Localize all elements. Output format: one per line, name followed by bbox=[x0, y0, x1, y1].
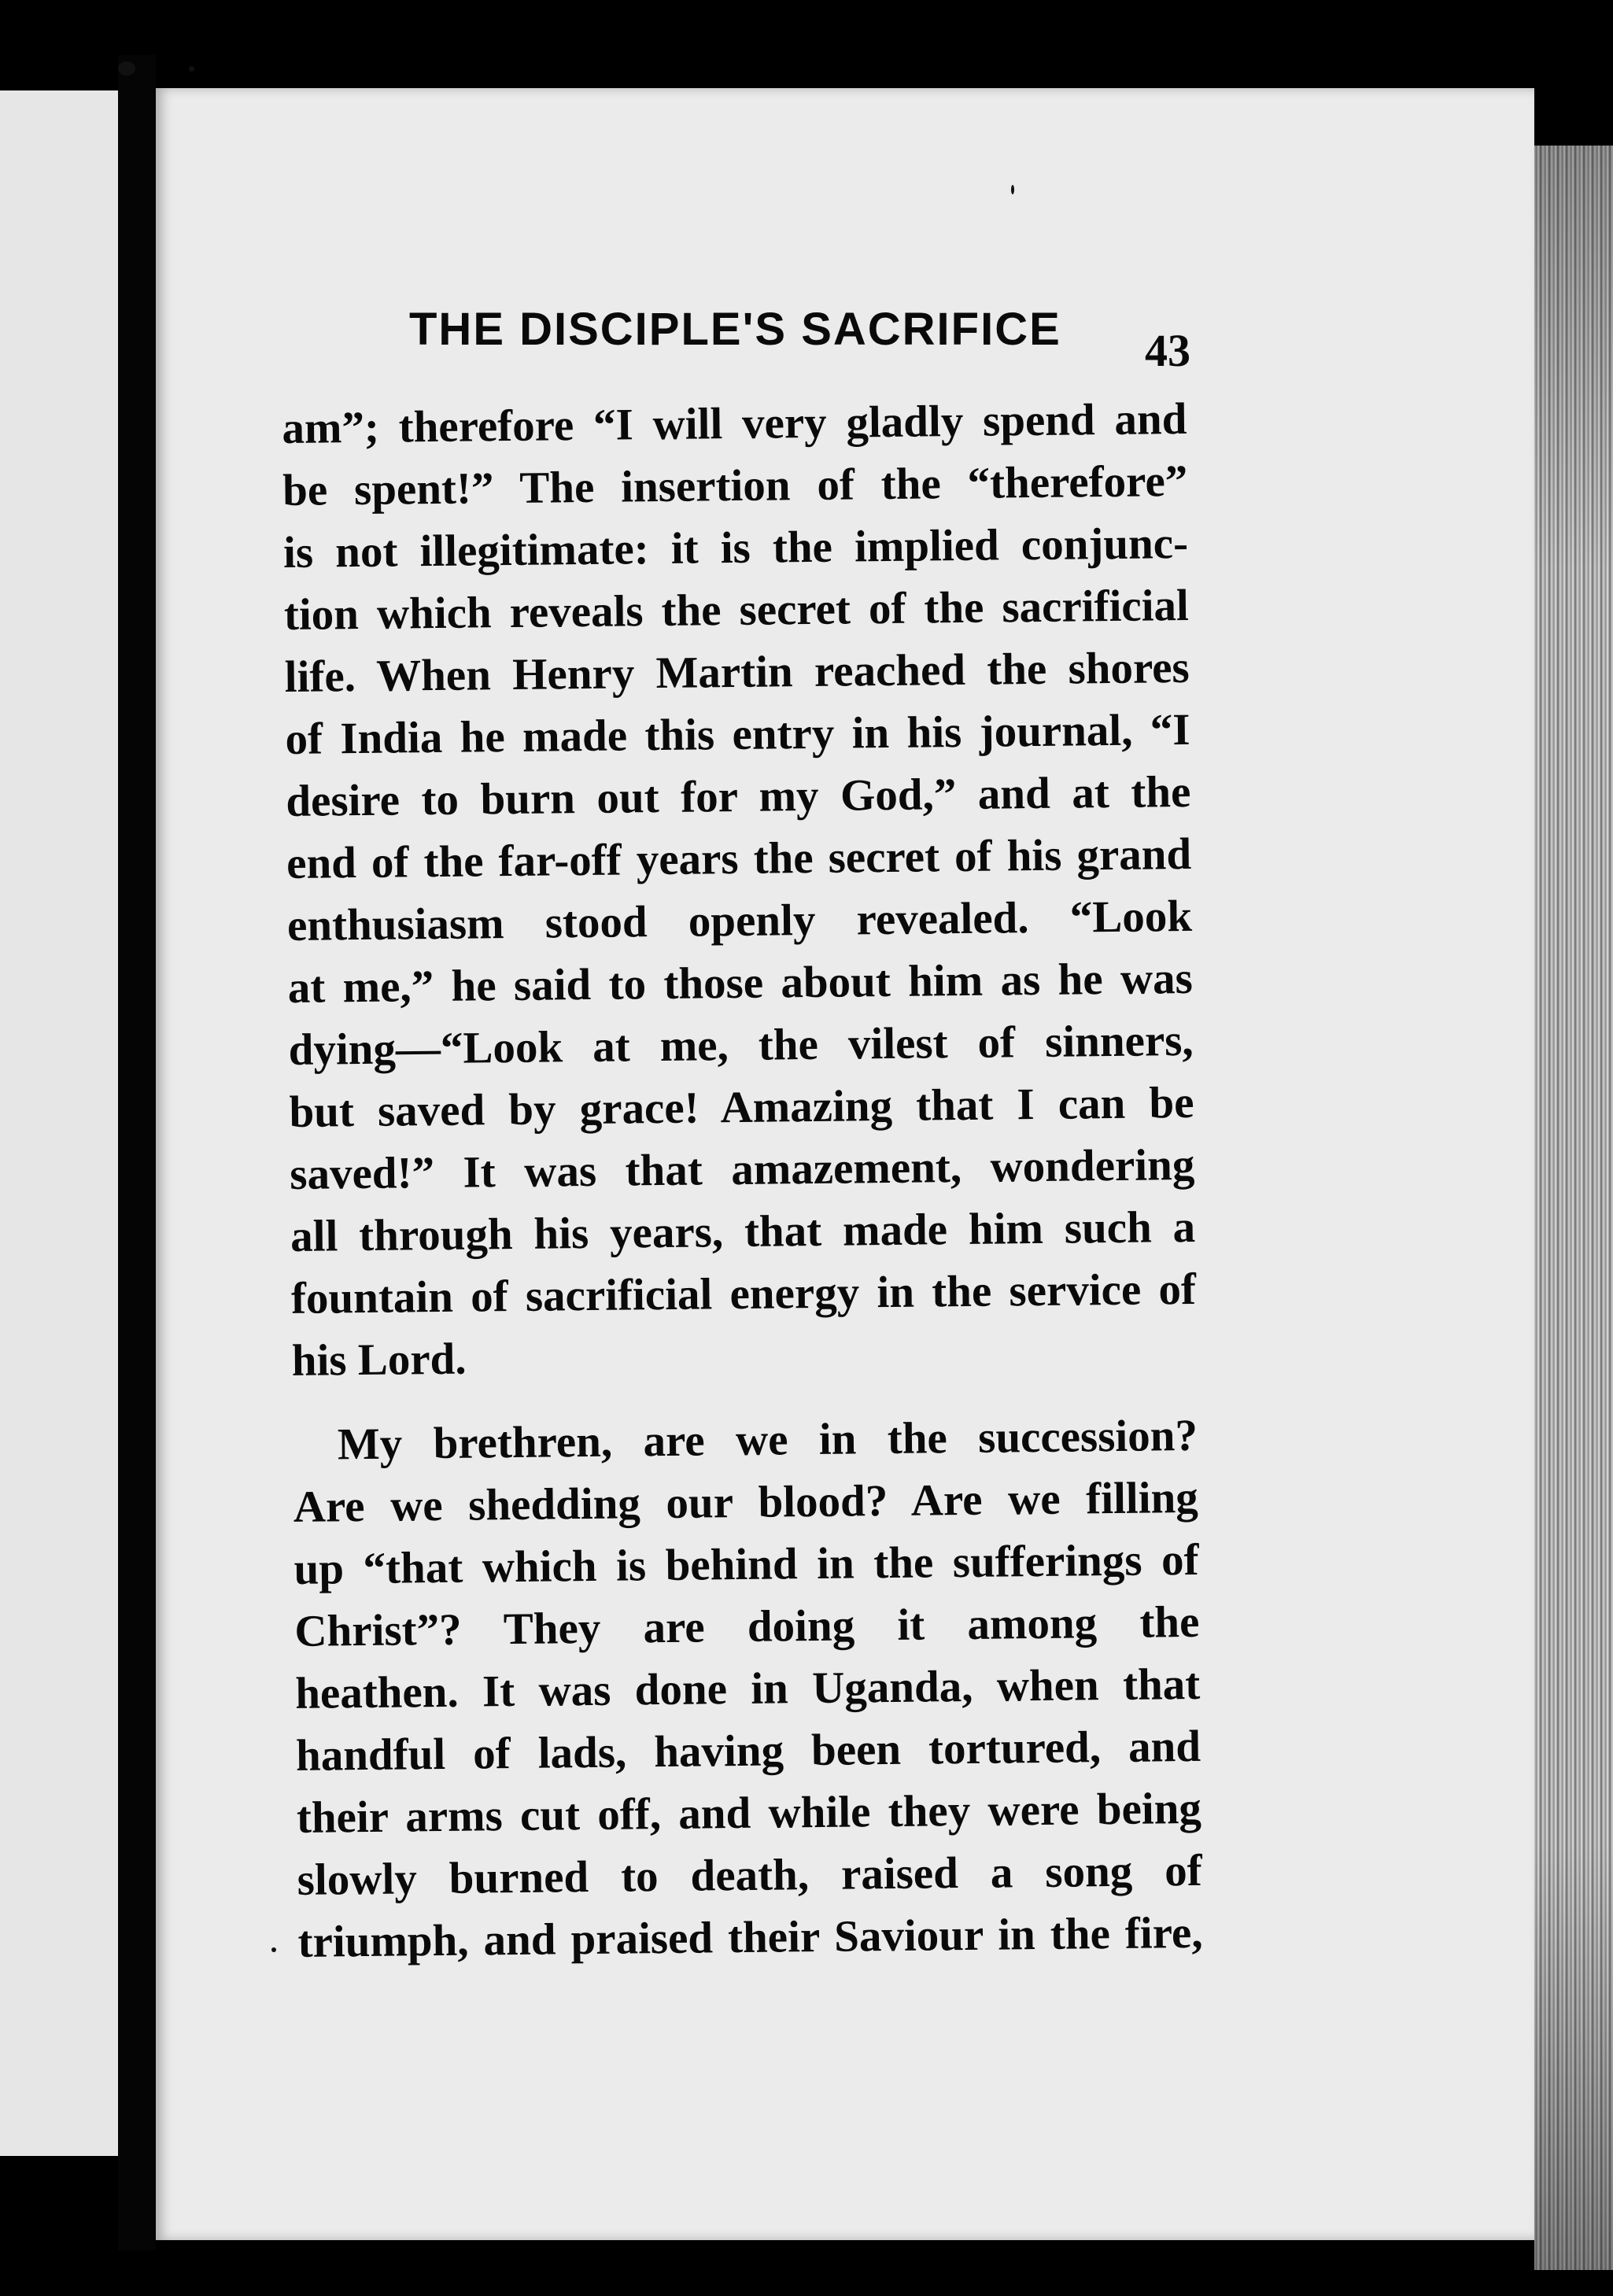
text-line: triumph, and praised their Saviour in the fire, bbox=[297, 1907, 1203, 1967]
text-line: life. When Henry Martin reached the shores bbox=[284, 642, 1190, 702]
book-gutter bbox=[118, 55, 156, 2250]
text-line: enthusiasm stood openly revealed. “Look bbox=[286, 891, 1193, 951]
text-line: saved!” It was that amazement, wondering bbox=[290, 1139, 1195, 1199]
text-line: heathen. It was done in Uganda, when that bbox=[294, 1659, 1201, 1718]
text-line: desire to burn out for my God,” and at the bbox=[286, 766, 1191, 826]
left-page-edge bbox=[0, 90, 118, 2156]
text-line: be spent!” The insertion of the “therefore” bbox=[282, 456, 1188, 515]
text-line: all through his years, that made him such a bbox=[290, 1202, 1196, 1261]
text-line: fountain of sacrificial energy in the service of bbox=[290, 1264, 1197, 1323]
text-line: handful of lads, having been tortured, and bbox=[295, 1721, 1201, 1781]
text-line: their arms cut off, and while they were being bbox=[296, 1783, 1202, 1843]
text-line: his Lord. bbox=[291, 1334, 467, 1386]
scan-speck bbox=[118, 61, 135, 76]
body-text bbox=[282, 388, 1203, 1973]
paragraph-1 bbox=[282, 388, 1197, 1392]
text-line: but saved by grace! Amazing that I can be bbox=[289, 1077, 1194, 1137]
text-line: Are we shedding our blood? Are we filling bbox=[293, 1472, 1199, 1532]
paragraph-2 bbox=[293, 1405, 1203, 1973]
text-line: dying—“Look at me, the vilest of sinners, bbox=[288, 1015, 1194, 1075]
page-number: 43 bbox=[1145, 325, 1190, 376]
scan-speck bbox=[1011, 185, 1014, 194]
text-line: up “that which is behind in the sufferings of bbox=[293, 1534, 1199, 1594]
running-head: THE DISCIPLE'S SACRIFICE bbox=[409, 304, 1061, 355]
text-line: tion which reveals the secret of the sacrificial bbox=[283, 580, 1190, 640]
scan-speck bbox=[189, 66, 194, 72]
text-line: My brethren, are we in the succession? bbox=[337, 1410, 1198, 1470]
scan-speck bbox=[271, 1947, 276, 1952]
text-line: of India he made this entry in his journal, “I bbox=[285, 704, 1190, 764]
page-fore-edge-shadow bbox=[1534, 146, 1613, 2270]
text-line: end of the far-off years the secret of his grand bbox=[286, 829, 1192, 888]
text-line: at me,” he said to those about him as he was bbox=[287, 953, 1194, 1013]
text-line: slowly burned to death, raised a song of bbox=[297, 1845, 1203, 1905]
text-line: Christ”? They are doing it among the bbox=[294, 1596, 1200, 1656]
text-line: am”; therefore “I will very gladly spend and bbox=[282, 393, 1187, 453]
text-line: is not illegitimate: it is the implied conjunc- bbox=[282, 518, 1189, 578]
